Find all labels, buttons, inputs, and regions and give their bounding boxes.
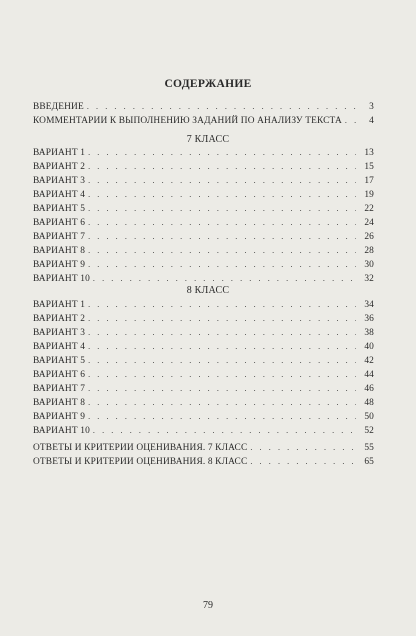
toc-entry-introduction	[33, 102, 374, 115]
toc-entry-page: 4	[369, 116, 374, 126]
toc-entry-page: 46	[364, 384, 374, 394]
toc-entry-variant	[33, 190, 374, 203]
toc-entry-page: 42	[364, 356, 374, 366]
toc-entry-page: 3	[369, 102, 374, 112]
dot-leader	[88, 314, 356, 323]
toc-entry-variant	[33, 342, 374, 355]
toc-entry-variant	[33, 356, 374, 369]
toc-entry-label: ВАРИАНТ 5	[33, 204, 86, 214]
toc-entry-label: ВАРИАНТ 10	[33, 426, 90, 436]
toc-entry-label: ВАРИАНТ 1	[33, 300, 86, 310]
toc-entry-label: ОТВЕТЫ И КРИТЕРИИ ОЦЕНИВАНИЯ. 8 КЛАСС	[33, 457, 248, 467]
toc-entry-page: 40	[364, 342, 374, 352]
toc-entry-label: КОММЕНТАРИИ К ВЫПОЛНЕНИЮ ЗАДАНИЙ ПО АНАЛИЗУ ТЕКСТА	[33, 116, 342, 126]
page-number: 79	[203, 600, 213, 611]
toc-entry-variant	[33, 398, 374, 411]
dot-leader	[88, 246, 356, 255]
toc-entry-label: ВАРИАНТ 9	[33, 412, 86, 422]
toc-entry-page: 22	[364, 204, 374, 214]
toc-entry-label: ВАРИАНТ 7	[33, 232, 86, 242]
toc-entry-page: 48	[364, 398, 374, 408]
toc-entry-comments	[33, 116, 374, 129]
toc-entry-variant	[33, 232, 374, 245]
dot-leader	[88, 148, 356, 157]
toc-entry-page: 17	[364, 176, 374, 186]
toc-entry-variant	[33, 148, 374, 161]
toc-entry-page: 24	[364, 218, 374, 228]
toc-entry-page: 32	[364, 274, 374, 284]
dot-leader	[88, 370, 356, 379]
dot-leader	[88, 300, 356, 309]
dot-leader	[88, 176, 356, 185]
toc-entry-label: ВАРИАНТ 3	[33, 176, 86, 186]
toc-entry-answers-grade-8	[33, 457, 374, 470]
toc-entry-label: ВАРИАНТ 2	[33, 314, 86, 324]
toc-entry-page: 30	[364, 260, 374, 270]
toc-entry-variant	[33, 246, 374, 259]
section-heading-grade-7: 7 КЛАСС	[186, 134, 230, 145]
dot-leader	[250, 443, 356, 452]
toc-entry-page: 13	[364, 148, 374, 158]
toc-entry-label: ВАРИАНТ 4	[33, 342, 86, 352]
toc-entry-label: ВАРИАНТ 6	[33, 370, 86, 380]
toc-entry-page: 50	[364, 412, 374, 422]
toc-entry-variant	[33, 204, 374, 217]
dot-leader	[87, 102, 356, 111]
dot-leader	[88, 356, 356, 365]
dot-leader	[93, 426, 356, 435]
toc-entry-variant	[33, 218, 374, 231]
toc-entry-page: 34	[364, 300, 374, 310]
toc-entry-label: ВАРИАНТ 10	[33, 274, 90, 284]
toc-entry-page: 28	[364, 246, 374, 256]
toc-entry-page: 15	[364, 162, 374, 172]
toc-entry-label: ВАРИАНТ 6	[33, 218, 86, 228]
toc-entry-variant	[33, 426, 374, 439]
section-heading-grade-8: 8 КЛАСС	[186, 285, 230, 296]
toc-entry-label: ВАРИАНТ 2	[33, 162, 86, 172]
toc-entry-label: ВАРИАНТ 1	[33, 148, 86, 158]
toc-entry-label: ВАРИАНТ 8	[33, 398, 86, 408]
dot-leader	[88, 218, 356, 227]
toc-entry-label: ВАРИАНТ 7	[33, 384, 86, 394]
toc-entry-variant	[33, 314, 374, 327]
dot-leader	[88, 342, 356, 351]
toc-entry-label: ВАРИАНТ 9	[33, 260, 86, 270]
toc-entry-label: ОТВЕТЫ И КРИТЕРИИ ОЦЕНИВАНИЯ. 7 КЛАСС	[33, 443, 248, 453]
toc-entry-label: ВАРИАНТ 3	[33, 328, 86, 338]
dot-leader	[88, 412, 356, 421]
toc-entry-page: 38	[364, 328, 374, 338]
page-title: СОДЕРЖАНИЕ	[164, 78, 252, 90]
dot-leader	[88, 328, 356, 337]
dot-leader	[345, 116, 356, 125]
toc-entry-page: 55	[364, 443, 374, 453]
toc-entry-variant	[33, 162, 374, 175]
toc-entry-page: 44	[364, 370, 374, 380]
dot-leader	[88, 398, 356, 407]
toc-entry-variant	[33, 370, 374, 383]
dot-leader	[93, 274, 356, 283]
toc-entry-page: 52	[364, 426, 374, 436]
dot-leader	[88, 190, 356, 199]
dot-leader	[88, 384, 356, 393]
toc-entry-answers-grade-7	[33, 443, 374, 456]
toc-entry-label: ВАРИАНТ 4	[33, 190, 86, 200]
dot-leader	[88, 204, 356, 213]
toc-entry-label: ВВЕДЕНИЕ	[33, 102, 84, 112]
toc-entry-page: 36	[364, 314, 374, 324]
toc-entry-variant	[33, 384, 374, 397]
toc-entry-page: 19	[364, 190, 374, 200]
toc-entry-variant	[33, 176, 374, 189]
toc-entry-variant	[33, 260, 374, 273]
dot-leader	[88, 162, 356, 171]
toc-entry-page: 65	[364, 457, 374, 467]
toc-entry-page: 26	[364, 232, 374, 242]
toc-entry-label: ВАРИАНТ 8	[33, 246, 86, 256]
toc-entry-variant	[33, 328, 374, 341]
dot-leader	[88, 260, 356, 269]
dot-leader	[88, 232, 356, 241]
dot-leader	[250, 457, 356, 466]
toc-entry-variant	[33, 300, 374, 313]
toc-entry-label: ВАРИАНТ 5	[33, 356, 86, 366]
toc-entry-variant	[33, 412, 374, 425]
